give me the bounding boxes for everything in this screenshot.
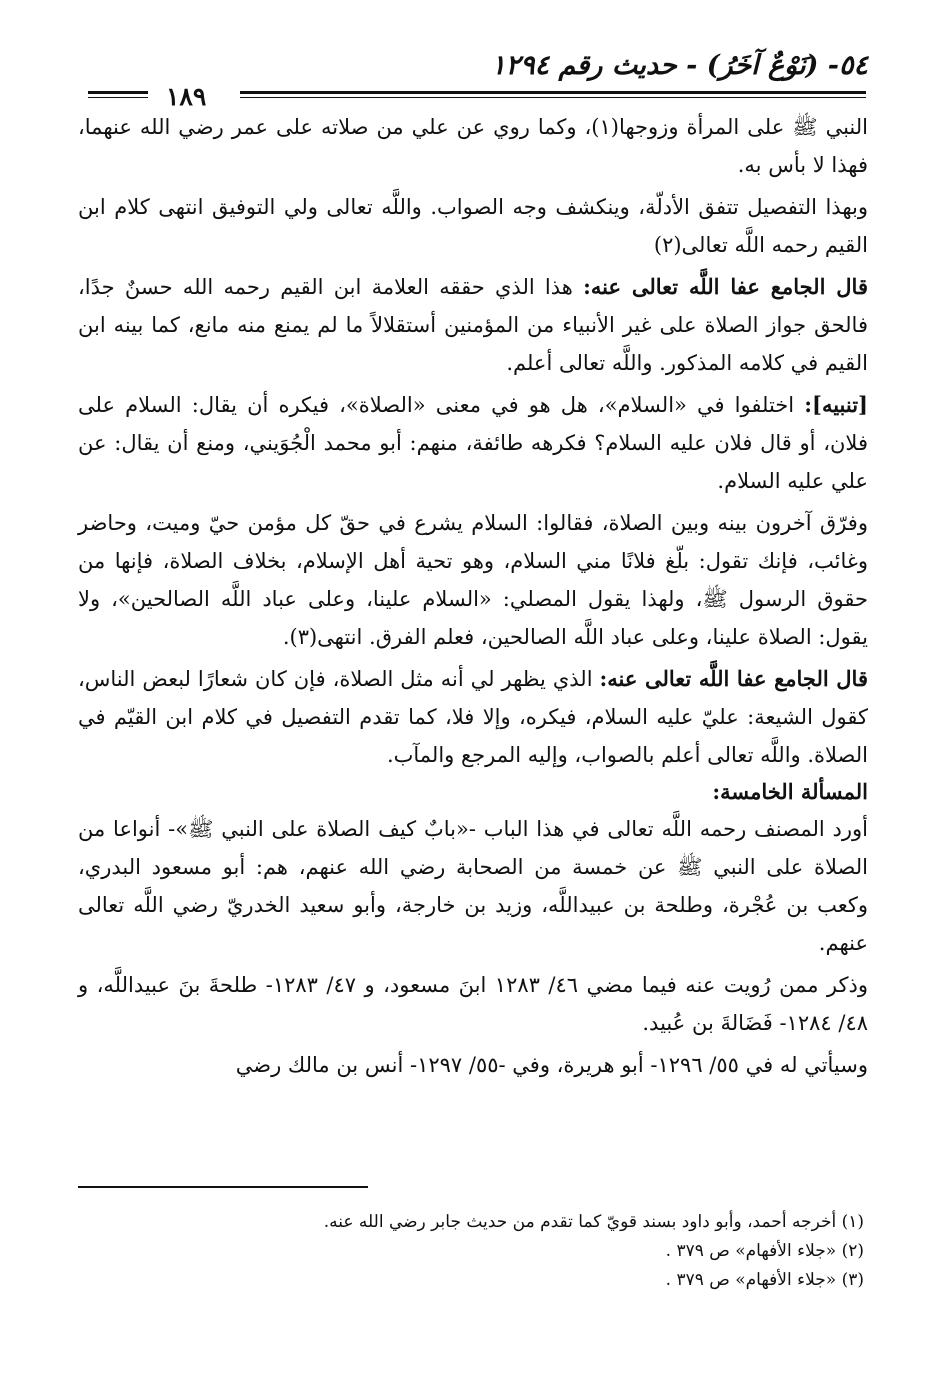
- running-header: [78, 50, 868, 111]
- footnote-1: (١) أخرجه أحمد، وأبو داود بسند قويّ كما تقدم من حديث جابر رضي الله عنه.: [323, 1212, 864, 1232]
- paragraph-5: [78, 504, 868, 656]
- footnote-3: (٣) «جلاء الأفهام» ص ٣٧٩ .: [665, 1270, 864, 1290]
- page-number: ١٨٩: [166, 82, 207, 111]
- header-title: ٥٤- (نَوْعٌ آخَرُ) - حديث رقم ١٢٩٤: [491, 50, 868, 81]
- paragraph-text: وفرّق آخرون بينه وبين الصلاة، فقالوا: السلام يشرع في حقّ كل مؤمن حيّ وميت، وحاضر وغائب، فإنك تقول: بلّغ فلانًا مني السلام، وهو تحية أهل الإسلام، بخلاف الصلاة، فإنها من حقوق الرسول ﷺ، ولهذا يقول المصلي: «السلام علينا، وعلى عباد اللَّه الصالحين»، ولا يقول: الصلاة علينا، وعلى عباد اللَّه الصالحين، فعلم الفرق. انتهى(٣).: [78, 511, 868, 649]
- page-body: [78, 50, 868, 1084]
- paragraph-8: وذكر ممن رُويت عنه فيما مضي ٤٦/ ١٢٨٣ ابنَ مسعود، و ٤٧/ ١٢٨٣- طلحةَ بنَ عبيداللَّه، و ٤٨/ ١٢٨٤- فَضَالةَ بن عُبيد.: [78, 973, 868, 1035]
- paragraph-text: وبهذا التفصيل تتفق الأدلّة، وينكشف وجه الصواب. واللَّه تعالى ولي التوفيق انتهى كلام ابن القيم رحمه اللَّه تعالى(٢): [78, 195, 868, 257]
- footnotes: [78, 1208, 864, 1295]
- header-rule: [240, 91, 866, 94]
- header-rule-thin: [240, 97, 866, 98]
- paragraph-6: [78, 660, 868, 774]
- paragraph-text: النبي ﷺ على المرأة وزوجها(١)، وكما روي عن علي من صلاته على عمر رضي الله عنهما، فهذا لا بأس به.: [78, 115, 868, 177]
- paragraph-1: [78, 108, 868, 184]
- paragraph-3: [78, 268, 868, 382]
- footnote-separator: [78, 1186, 368, 1188]
- paragraph-7: أورد المصنف رحمه اللَّه تعالى في هذا الباب -«بابٌ كيف الصلاة على النبي ﷺ»- أنواعا من الصلاة على النبي ﷺ عن خمسة من الصحابة رضي الله عنهم، هم: أبو مسعود البدري، وكعب بن عُجْرة، وطلحة بن عبيداللَّه، وزيد بن خارجة، وأبو سعيد الخدريّ رضي اللَّه تعالى عنهم.: [78, 817, 868, 955]
- paragraph-text: هذا الذي حققه العلامة ابن القيم رحمه الله حسنٌ جدًا، فالحق جواز الصلاة على غير الأنبياء من المؤمنين أستقلالاً ما لم يمنع منه مانع، كما بينه ابن القيم في كلامه المذكور. واللَّه تعالى أعلم.: [78, 275, 868, 375]
- paragraph-text: اختلفوا في «السلام»، هل هو في معنى «الصلاة»، فيكره أن يقال: السلام على فلان، أو قال فلان عليه السلام؟ فكرهه طائفة، منهم: أبو محمد الْجُوَيني، ومنع أن يقال: عن علي عليه السلام.: [78, 393, 868, 493]
- main-text: [78, 108, 868, 1084]
- paragraph-text: الذي يظهر لي أنه مثل الصلاة، فإن كان شعارًا لبعض الناس، كقول الشيعة: عليّ عليه السلام، فيكره، وإلا فلا، كما تقدم التفصيل في كلام ابن القيّم في الصلاة. واللَّه تعالى أعلم بالصواب، وإليه المرجع والمآب.: [78, 667, 868, 767]
- paragraph-prefix: [تنبيه]:: [804, 392, 868, 417]
- header-rule-left: [88, 91, 148, 94]
- paragraph-prefix: قال الجامع عفا اللَّه تعالى عنه:: [599, 666, 868, 691]
- header-rule-left-thin: [88, 97, 148, 98]
- paragraph-9: وسيأتي له في ٥٥/ ١٢٩٦- أبو هريرة، وفي -٥٥/ ١٢٩٧- أنس بن مالك رضي: [235, 1053, 868, 1077]
- paragraph-2: [78, 188, 868, 264]
- section-heading: المسألة الخامسة:: [712, 779, 868, 804]
- footnote-2: (٢) «جلاء الأفهام» ص ٣٧٩ .: [665, 1241, 864, 1261]
- paragraph-prefix: قال الجامع عفا اللَّه تعالى عنه:: [583, 274, 868, 299]
- paragraph-4: [78, 386, 868, 500]
